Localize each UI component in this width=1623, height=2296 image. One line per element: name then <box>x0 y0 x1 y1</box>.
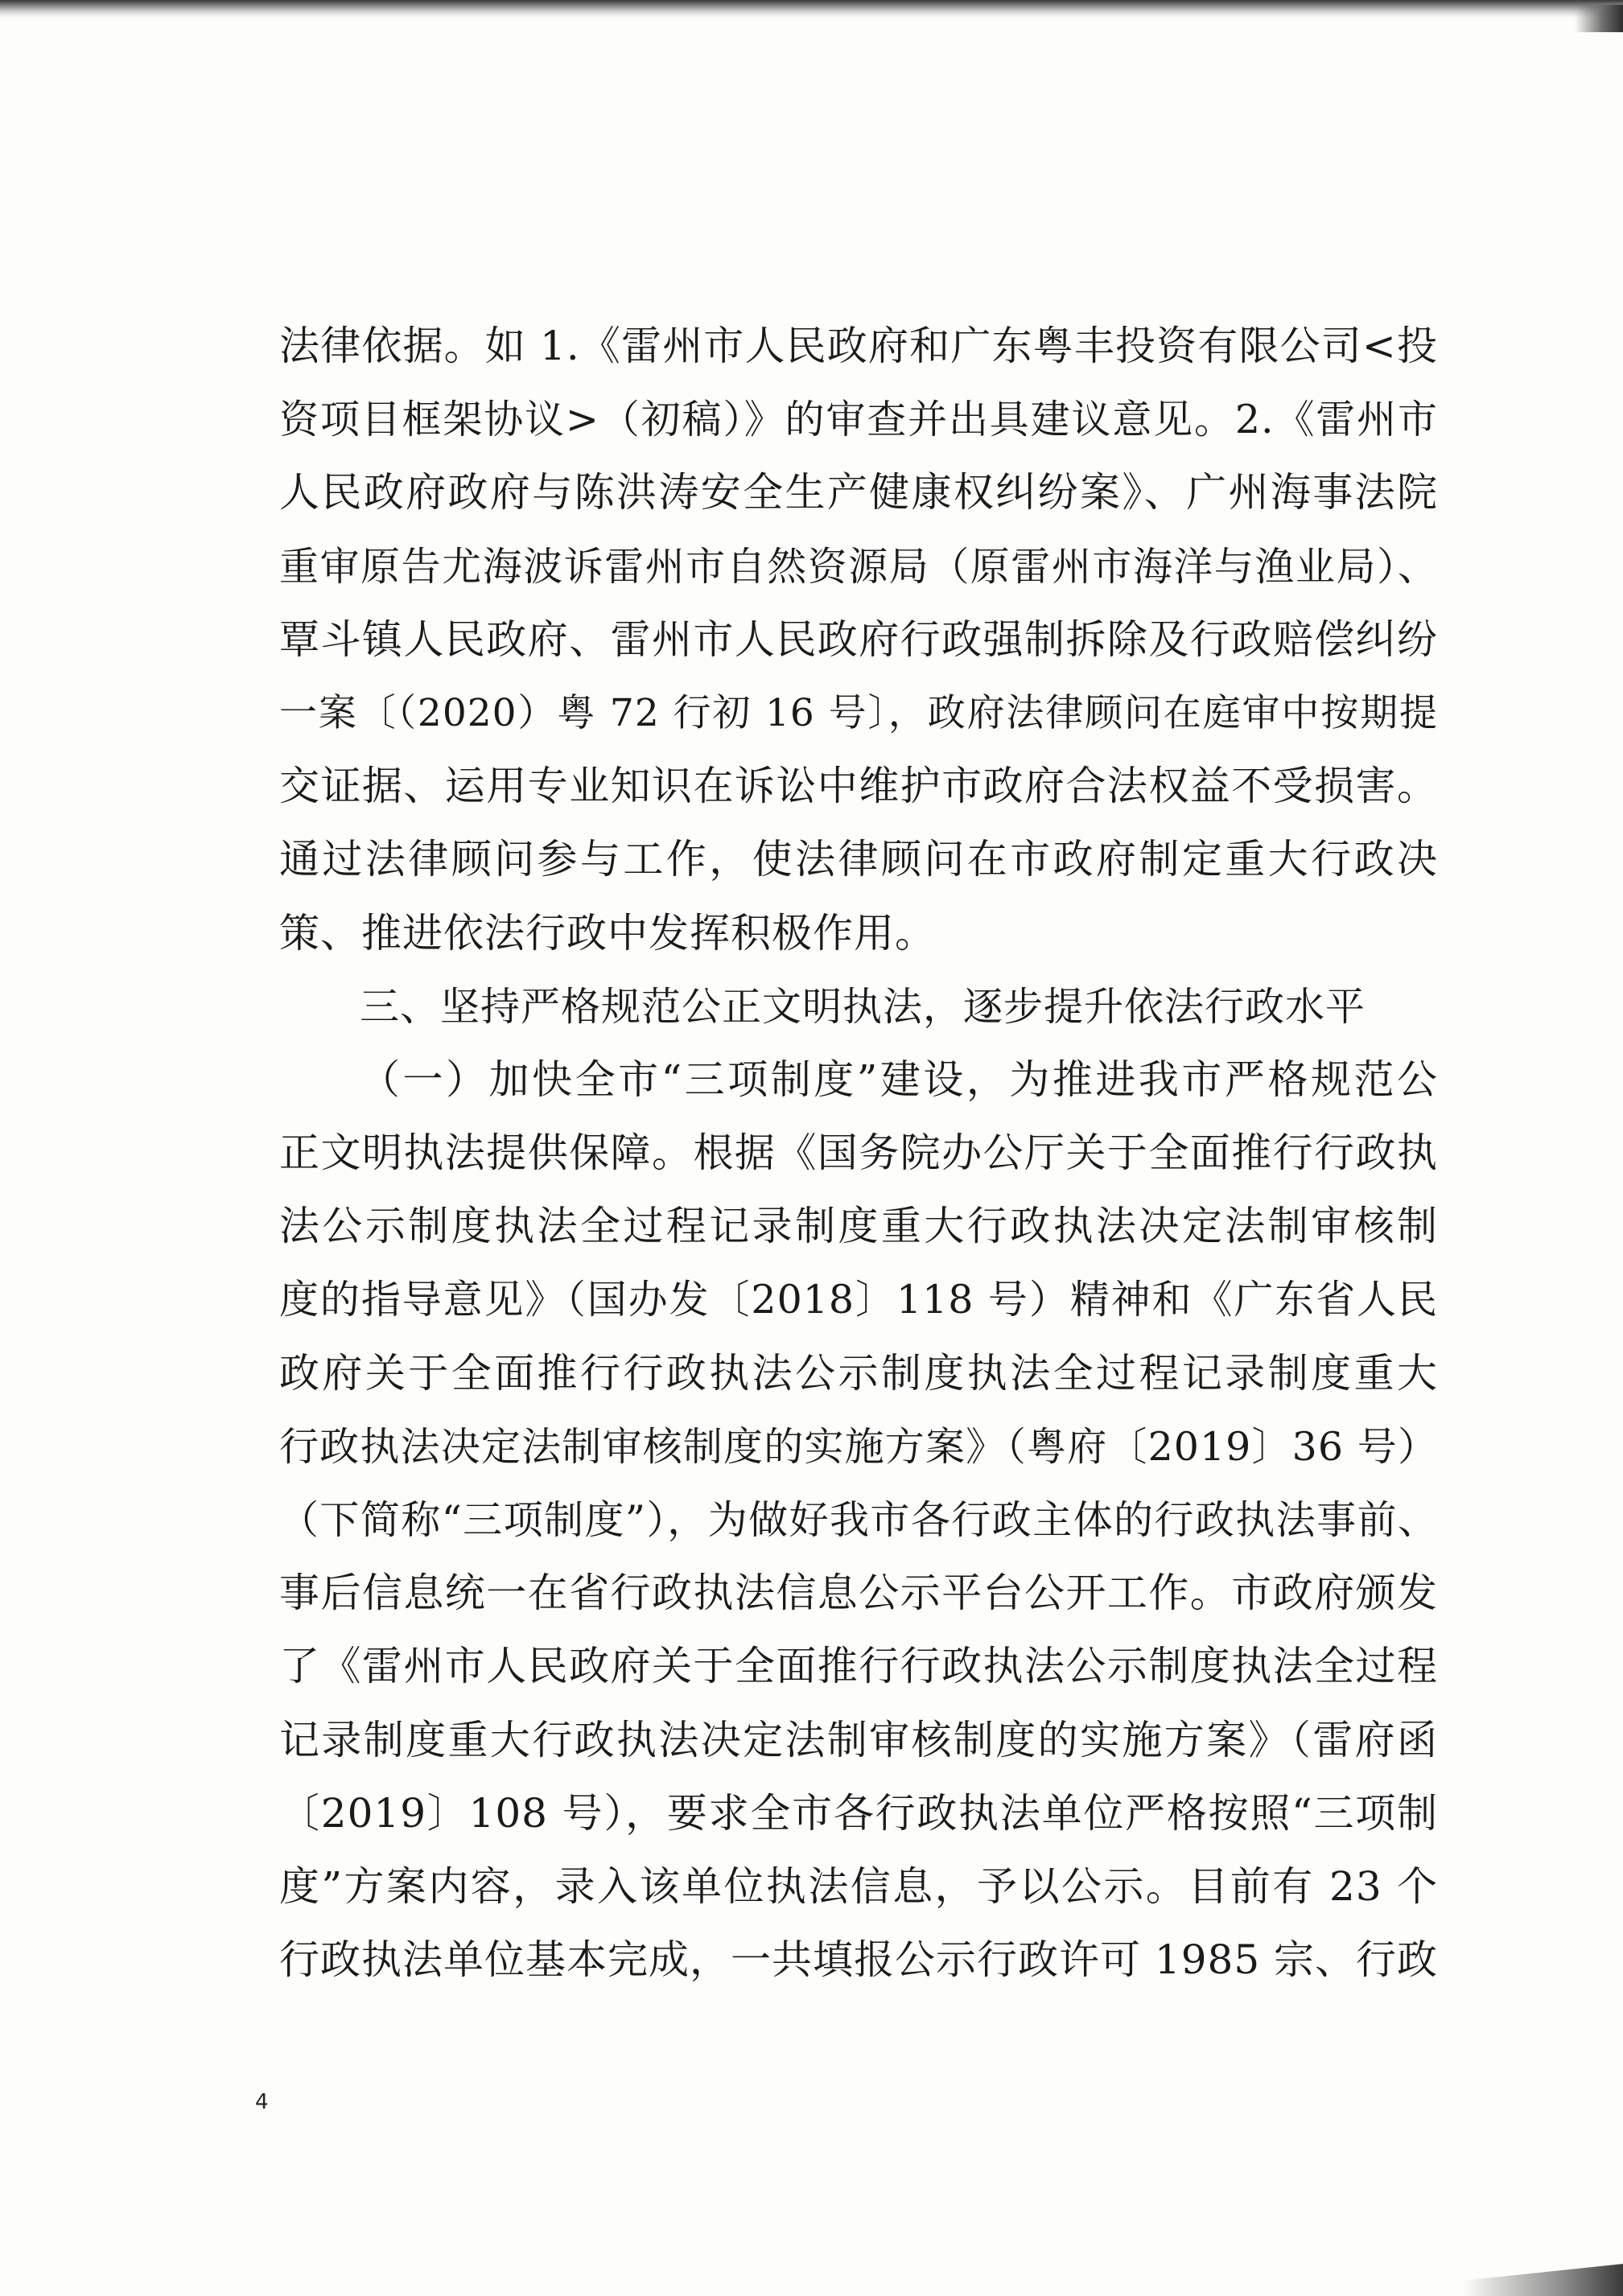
scan-corner-mark-top-right <box>1575 5 1623 32</box>
text-line: 度的指导意见》（国办发〔2018〕118 号）精神和《广东省人民 <box>279 1277 1438 1323</box>
text-line: 一案〔（2020）粤 72 行初 16 号〕，政府法律顾问在庭审中按期提 <box>279 690 1438 735</box>
paragraph-three-systems <box>279 1043 1438 1997</box>
text-line: 了《雷州市人民政府关于全面推行行政执法公示制度执法全过程 <box>279 1643 1438 1690</box>
text-line: 人民政府政府与陈洪涛安全生产健康权纠纷案》、广州海事法院 <box>279 469 1438 516</box>
section-heading: 三、坚持严格规范公正文明执法，逐步提升依法行政水平 <box>360 983 1366 1030</box>
text-line: 度”方案内容，录入该单位执法信息，予以公示。目前有 23 个 <box>279 1862 1438 1910</box>
text-line: 行政执法决定法制审核制度的实施方案》（粤府〔2019〕36 号） <box>279 1423 1438 1470</box>
text-line: 资项目框架协议>（初稿）》的审查并出具建议意见。2.《雷州市 <box>279 397 1438 443</box>
scan-top-edge <box>0 0 1623 18</box>
scan-corner-mark-bottom-right <box>1462 2264 1623 2296</box>
text-line: 法律依据。如 1.《雷州市人民政府和广东粤丰投资有限公司<投 <box>279 323 1438 369</box>
document-body <box>279 310 1438 1997</box>
paragraph-legal-counsel <box>279 310 1438 970</box>
text-line: 法公示制度执法全过程记录制度重大行政执法决定法制审核制 <box>279 1203 1438 1250</box>
text-line: 交证据、运用专业知识在诉讼中维护市政府合法权益不受损害。 <box>279 763 1438 810</box>
text-line: （下简称“三项制度”），为做好我市各行政主体的行政执法事前、 <box>279 1497 1438 1543</box>
text-line: 覃斗镇人民政府、雷州市人民政府行政强制拆除及行政赔偿纠纷 <box>279 615 1438 663</box>
text-line: 重审原告尤海波诉雷州市自然资源局（原雷州市海洋与渔业局）、 <box>279 543 1438 590</box>
text-line: 策、推进依法行政中发挥积极作用。 <box>279 909 936 957</box>
text-line: （一）加快全市“三项制度”建设，为推进我市严格规范公 <box>360 1055 1438 1103</box>
page-number: 4 <box>255 2090 269 2114</box>
text-line: 正文明执法提供保障。根据《国务院办公厅关于全面推行行政执 <box>279 1129 1438 1177</box>
text-line: 记录制度重大行政执法决定法制审核制度的实施方案》（雷府函 <box>279 1716 1438 1763</box>
text-line: 行政执法单位基本完成，一共填报公示行政许可 1985 宗、行政 <box>279 1936 1438 1984</box>
text-line: 事后信息统一在省行政执法信息公示平台公开工作。市政府颁发 <box>279 1570 1438 1617</box>
text-line: 通过法律顾问参与工作，使法律顾问在市政府制定重大行政决 <box>279 836 1438 883</box>
text-line: 政府关于全面推行行政执法公示制度执法全过程记录制度重大 <box>279 1349 1438 1397</box>
section-heading-three <box>279 970 1438 1043</box>
text-line: 〔2019〕108 号），要求全市各行政执法单位严格按照“三项制 <box>279 1789 1438 1837</box>
